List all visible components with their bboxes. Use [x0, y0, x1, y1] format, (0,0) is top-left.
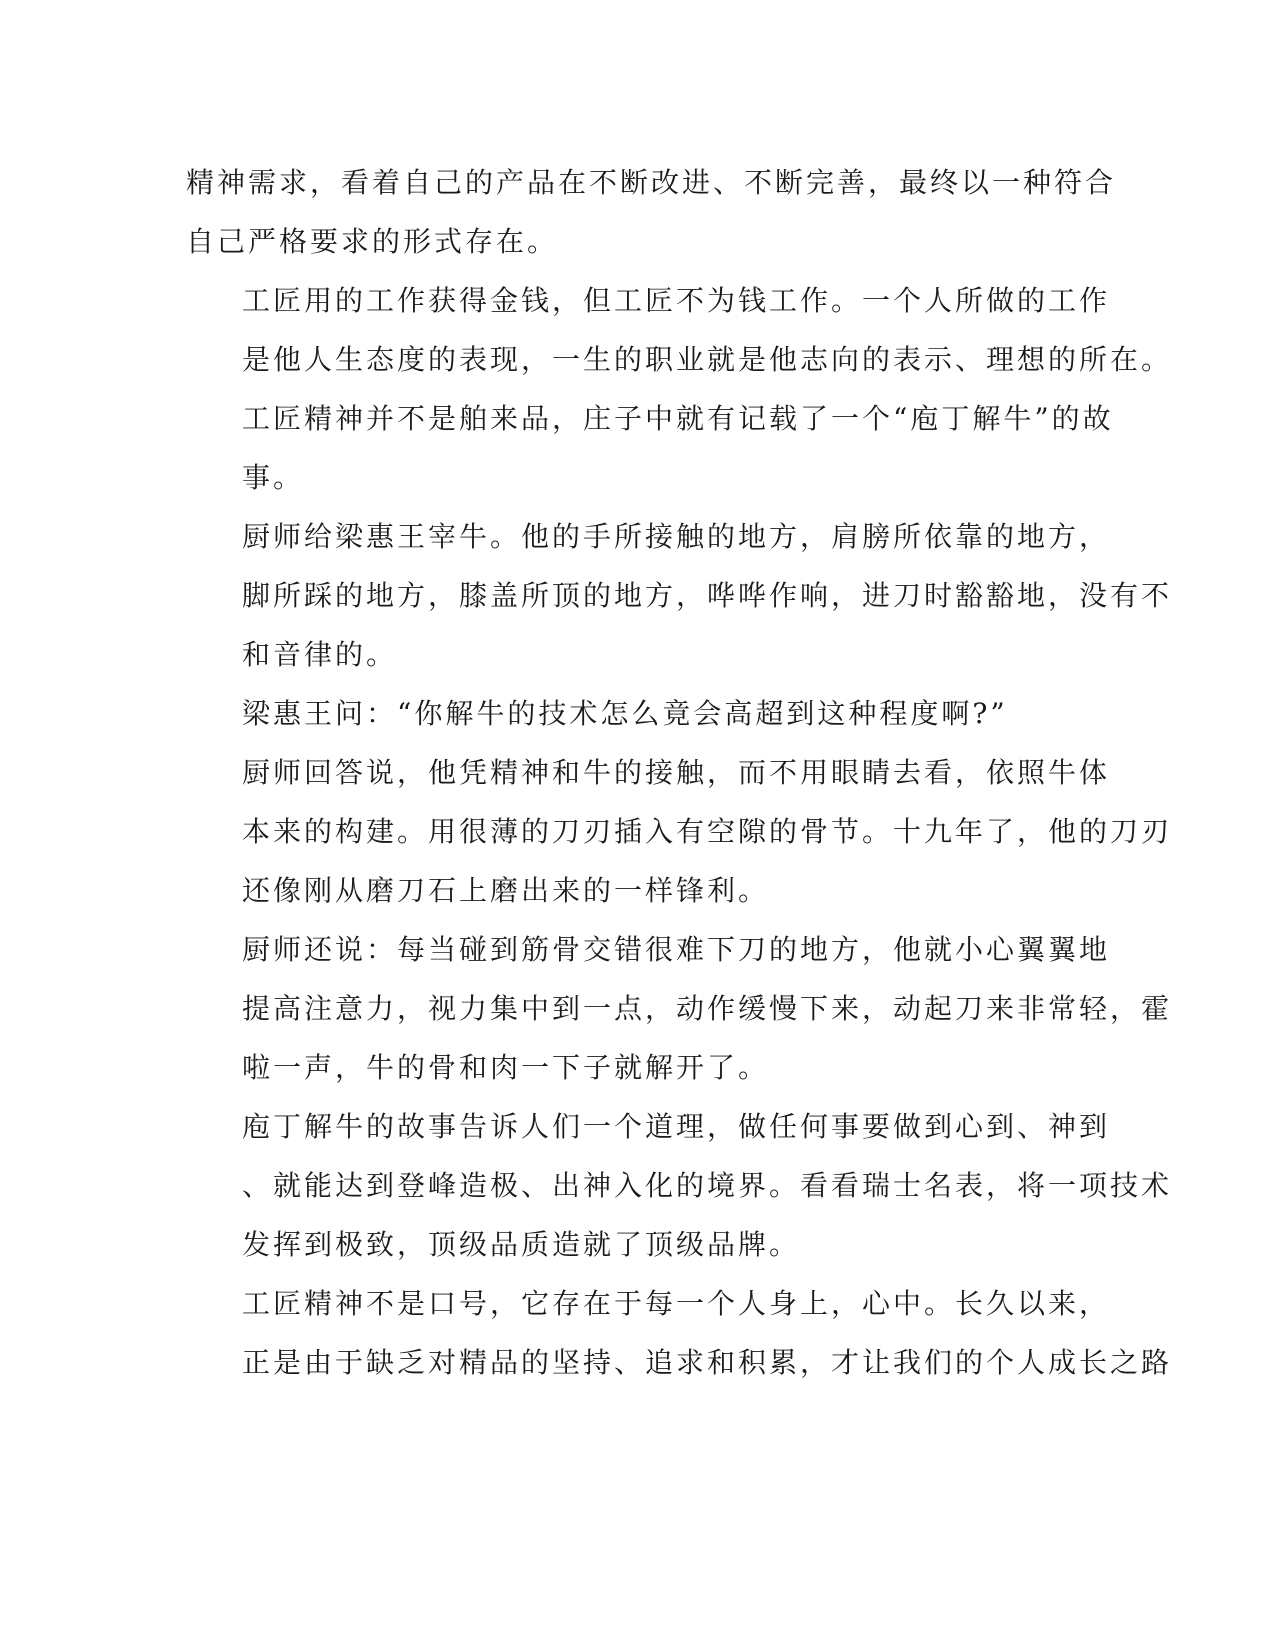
- paragraph: [186, 743, 1173, 920]
- text-line: 啦一声，牛的骨和肉一下子就解开了。: [242, 1051, 770, 1084]
- text-line: 事。: [242, 461, 305, 494]
- paragraph: [186, 1274, 1173, 1392]
- text-line: 提高注意力，视力集中到一点，动作缓慢下来，动起刀来非常轻，霍: [242, 992, 1173, 1025]
- paragraph: [186, 1097, 1173, 1274]
- text-line: 厨师回答说，他凭精神和牛的接触，而不用眼睛去看，依照牛体: [242, 756, 1111, 789]
- text-line: 自己严格要求的形式存在。: [186, 225, 559, 258]
- text-line: 和音律的。: [242, 638, 398, 671]
- text-line: 正是由于缺乏对精品的坚持、追求和积累，才让我们的个人成长之路: [242, 1346, 1173, 1379]
- text-line: 厨师还说：每当碰到筋骨交错很难下刀的地方，他就小心翼翼地: [242, 933, 1111, 966]
- paragraph: [186, 389, 1114, 507]
- paragraph: [186, 153, 1117, 271]
- text-line: 还像刚从磨刀石上磨出来的一样锋利。: [242, 874, 770, 907]
- text-line: 本来的构建。用很薄的刀刃插入有空隙的骨节。十九年了，他的刀刃: [242, 815, 1173, 848]
- text-line: 脚所踩的地方，膝盖所顶的地方，哗哗作响，进刀时豁豁地，没有不: [242, 579, 1173, 612]
- text-line: 是他人生态度的表现，一生的职业就是他志向的表示、理想的所在。: [242, 343, 1173, 376]
- text-line: 精神需求，看着自己的产品在不断改进、不断完善，最终以一种符合: [186, 166, 1117, 199]
- text-line: 、就能达到登峰造极、出神入化的境界。看看瑞士名表，将一项技术: [242, 1169, 1173, 1202]
- text-line: 发挥到极致，顶级品质造就了顶级品牌。: [242, 1228, 801, 1261]
- text-line: 工匠用的工作获得金钱，但工匠不为钱工作。一个人所做的工作: [242, 284, 1111, 317]
- paragraph: [186, 684, 1056, 743]
- text-line: 梁惠王问：“你解牛的技术怎么竟会高超到这种程度啊?”: [242, 697, 1008, 730]
- paragraph: [186, 920, 1173, 1097]
- text-line: 庖丁解牛的故事告诉人们一个道理，做任何事要做到心到、神到: [242, 1110, 1111, 1143]
- document-body: [186, 153, 1173, 1392]
- text-line: 工匠精神并不是舶来品，庄子中就有记载了一个“庖丁解牛”的故: [242, 402, 1114, 435]
- text-line: 厨师给梁惠王宰牛。他的手所接触的地方，肩膀所依靠的地方，: [242, 520, 1111, 553]
- paragraph: [186, 271, 1173, 389]
- paragraph: [186, 507, 1173, 684]
- text-line: 工匠精神不是口号，它存在于每一个人身上，心中。长久以来，: [242, 1287, 1111, 1320]
